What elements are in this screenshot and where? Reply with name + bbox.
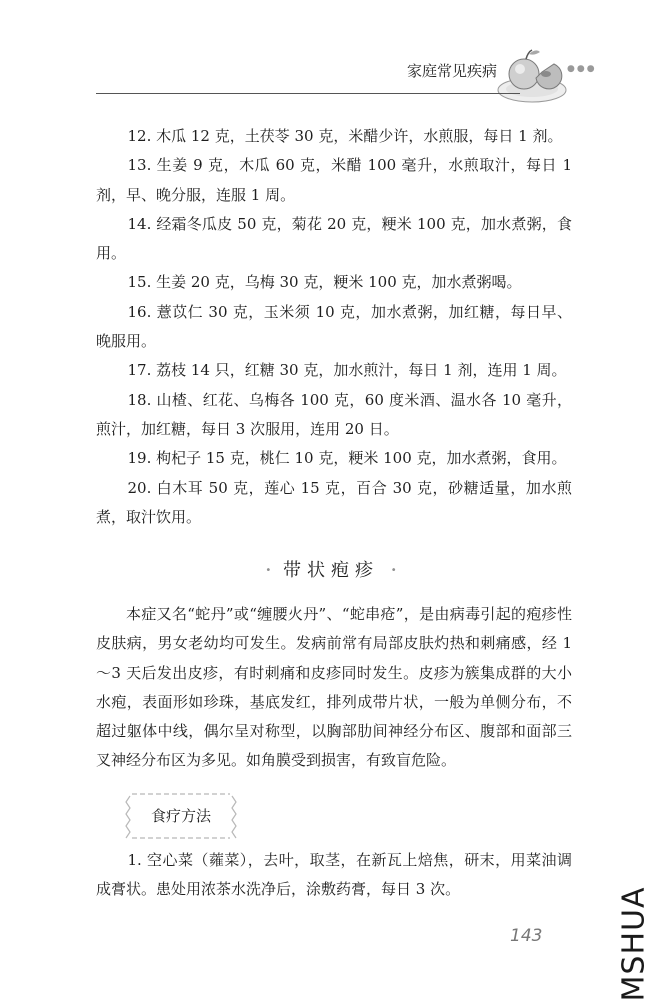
diet-therapy-tag xyxy=(124,790,238,842)
header-title: 家庭常见疾病 xyxy=(407,62,498,80)
list-item: 18. 山楂、红花、乌梅各 100 克，60 度米酒、温水各 10 毫升，煎汁，加红糖，每日 3 次服用，连用 20 日。 xyxy=(96,390,572,438)
heading-bullet-right: • xyxy=(390,565,397,576)
section-title: 带状疱疹 xyxy=(283,560,379,581)
tag-label: 食疗方法 xyxy=(150,807,211,825)
list-item: 16. 薏苡仁 30 克，玉米须 10 克，加水煮粥，加红糖，每日早、晚服用。 xyxy=(96,302,572,351)
header-rule xyxy=(96,93,520,94)
list-item: 13. 生姜 9 克，木瓜 60 克，米醋 100 毫升，水煎取汁，每日 1 剂，早、晚分服，连服 1 周。 xyxy=(96,156,572,204)
list-item: 1. 空心菜（蕹菜），去叶，取茎，在新瓦上焙焦，研末，用菜油调成膏状。患处用浓茶水洗净后，涂敷药膏，每日 3 次。 xyxy=(96,851,572,899)
list-item: 14. 经霜冬瓜皮 50 克，菊花 20 克，粳米 100 克，加水煮粥，食用。 xyxy=(96,214,572,263)
apple-plate-illustration xyxy=(496,42,568,104)
header-dots: ●●● xyxy=(567,64,597,74)
remedy-list-2 xyxy=(96,846,572,905)
watermark-text: MSHUA xyxy=(616,886,652,1001)
list-item: 17. 荔枝 14 只，红糖 30 克，加水煎汁，每日 1 剂，连用 1 周。 xyxy=(127,361,567,380)
section-intro: 本症又名“蛇丹”或“缠腰火丹”、“蛇串疮”，是由病毒引起的疱疹性皮肤病，男女老幼均可发生。发病前常有局部皮肤灼热和刺痛感，经 1～3 天后发出皮疹，有时刺痛和皮疹同时发生。皮疹为簇集成群的大小水疱，表面形如珍珠，基底发红，排列成带片状，一般为单侧分布，不超过躯体中线，偶尔呈对称型，以胸部肋间神经分布区、腹部和面部三叉神经分布区为多见。如角膜受到损害，有致盲危险。 xyxy=(96,605,572,770)
list-item: 12. 木瓜 12 克，土茯苓 30 克，米醋少许，水煎服，每日 1 剂。 xyxy=(127,127,563,145)
heading-bullet-left: • xyxy=(265,565,272,576)
section-heading xyxy=(0,556,662,582)
list-item: 19. 枸杞子 15 克，桃仁 10 克，粳米 100 克，加水煮粥，食用。 xyxy=(127,449,567,468)
page-number: 143 xyxy=(510,926,543,946)
list-item: 20. 白木耳 50 克，莲心 15 克，百合 30 克，砂糖适量，加水煎煮，取汁饮用。 xyxy=(96,478,572,526)
list-item: 15. 生姜 20 克，乌梅 30 克，粳米 100 克，加水煮粥喝。 xyxy=(127,273,522,292)
watermark xyxy=(606,886,662,1001)
remedy-list xyxy=(96,122,572,532)
